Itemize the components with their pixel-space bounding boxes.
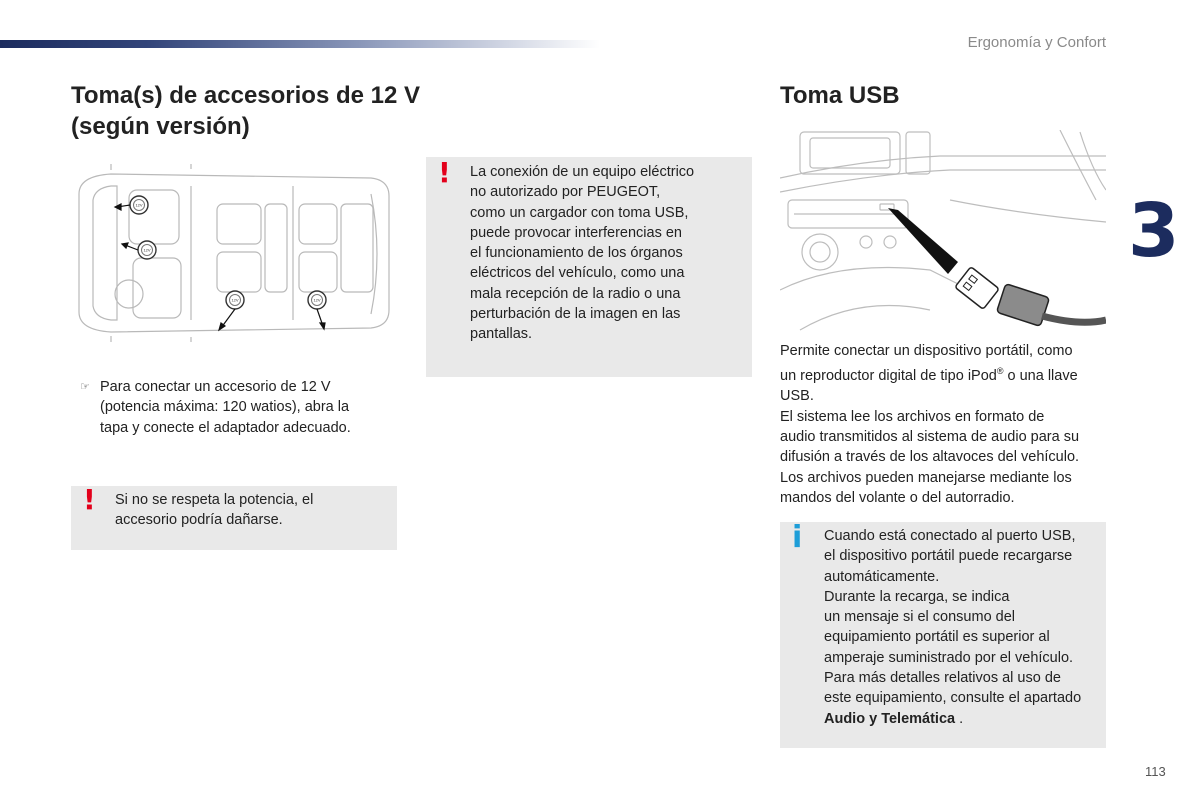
registered-mark: ® bbox=[996, 366, 1004, 377]
socket-label-4: 12V bbox=[313, 297, 321, 303]
chapter-number: 3 bbox=[1128, 188, 1178, 274]
info-line: el dispositivo portátil puede recargarse bbox=[824, 548, 1073, 565]
info-line: equipamiento portátil es superior al bbox=[824, 629, 1050, 646]
warning-icon: ! bbox=[438, 156, 451, 189]
title-line-2: (según versión) bbox=[71, 113, 250, 140]
info-text bbox=[824, 526, 1104, 729]
vehicle-top-view-illustration bbox=[71, 164, 396, 342]
dashboard-usb-illustration bbox=[780, 130, 1106, 332]
usb-charging-info-box bbox=[780, 522, 1106, 748]
warning-text bbox=[115, 490, 385, 531]
usb-paragraph bbox=[780, 341, 1110, 508]
warning-line: el funcionamiento de los órganos bbox=[470, 245, 683, 262]
socket-label-2: 12V bbox=[143, 247, 151, 253]
info-line: Durante la recarga, se indica bbox=[824, 588, 1010, 605]
warning-line: La conexión de un equipo eléctrico bbox=[470, 164, 695, 180]
info-line: Para más detalles relativos al uso de bbox=[824, 670, 1061, 687]
warning-line: mala recepción de la radio o una bbox=[470, 285, 681, 302]
vehicle-socket-diagram bbox=[71, 164, 396, 342]
warning-text bbox=[470, 162, 740, 345]
warning-line: no autorizado por PEUGEOT, bbox=[470, 184, 661, 201]
usb-line-2b: o una llave bbox=[1003, 368, 1078, 385]
bullet-text bbox=[100, 377, 380, 438]
usb-line-3: USB. bbox=[780, 388, 814, 405]
info-line: este equipamiento, consulte el apartado bbox=[824, 690, 1082, 707]
power-warning-box bbox=[71, 483, 397, 550]
hand-pointer-icon: ☞ bbox=[80, 381, 90, 393]
warning-line-1: Si no se respeta la potencia, el bbox=[115, 492, 314, 508]
title-line-1: Toma(s) de accesorios de 12 V bbox=[71, 82, 421, 109]
audio-telematics-reference: Audio y Telemática bbox=[824, 710, 956, 727]
info-line: Cuando está conectado al puerto USB, bbox=[824, 528, 1076, 544]
warning-line: eléctricos del vehículo, como una bbox=[470, 265, 685, 282]
warning-line: perturbación de la imagen en las bbox=[470, 306, 681, 323]
usb-line-5: audio transmitidos al sistema de audio para su bbox=[780, 429, 1080, 446]
info-line: amperaje suministrado por el vehículo. bbox=[824, 649, 1074, 666]
unauthorized-device-warning-box bbox=[426, 157, 752, 377]
usb-line-4: El sistema lee los archivos en formato de bbox=[780, 408, 1045, 425]
warning-line: puede provocar interferencias en bbox=[470, 224, 682, 241]
header-color-bar bbox=[0, 40, 600, 48]
warning-line-2: accesorio podría dañarse. bbox=[115, 512, 283, 529]
warning-line: pantallas. bbox=[470, 326, 533, 343]
usb-line-7: Los archivos pueden manejarse mediante los bbox=[780, 469, 1072, 486]
usb-description bbox=[780, 341, 1110, 508]
info-end: . bbox=[955, 710, 964, 727]
bullet-instruction bbox=[80, 377, 380, 438]
usb-line-6: difusión a través de los altavoces del vehículo. bbox=[780, 449, 1080, 466]
accessory-socket-title bbox=[71, 80, 431, 142]
info-line: automáticamente. bbox=[824, 568, 940, 585]
warning-icon: ! bbox=[83, 483, 96, 516]
usb-line-1: Permite conectar un dispositivo portátil, como bbox=[780, 343, 1073, 359]
socket-label-1: 12V bbox=[135, 202, 143, 208]
page-number: 113 bbox=[1145, 764, 1166, 779]
usb-socket-title: Toma USB bbox=[780, 82, 900, 109]
bullet-line-1: Para conectar un accesorio de 12 V bbox=[100, 379, 331, 395]
usb-line-2a: un reproductor digital de tipo iPod bbox=[780, 368, 997, 385]
info-icon: i bbox=[792, 520, 803, 555]
usb-port-illustration bbox=[780, 130, 1106, 332]
usb-line-8: mandos del volante o del autorradio. bbox=[780, 489, 1015, 506]
bullet-line-2: (potencia máxima: 120 watios), abra la bbox=[100, 399, 350, 416]
socket-label-3: 12V bbox=[231, 297, 239, 303]
bullet-line-3: tapa y conecte el adaptador adecuado. bbox=[100, 419, 351, 436]
section-label: Ergonomía y Confort bbox=[967, 34, 1106, 51]
info-line: un mensaje si el consumo del bbox=[824, 609, 1016, 626]
warning-line: como un cargador con toma USB, bbox=[470, 204, 689, 221]
